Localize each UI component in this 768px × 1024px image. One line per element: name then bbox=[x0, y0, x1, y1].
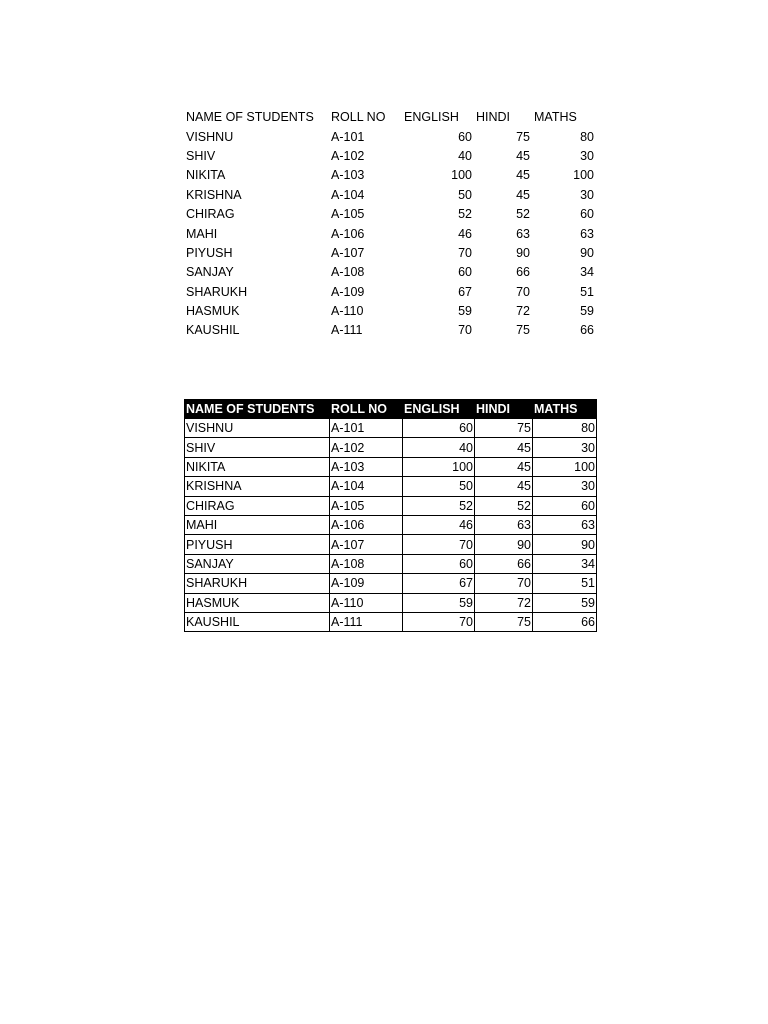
roll-no-cell: A-110 bbox=[330, 593, 403, 612]
table-row bbox=[185, 496, 597, 515]
table-row bbox=[185, 419, 597, 438]
table-row bbox=[184, 302, 596, 321]
roll-no-cell: A-109 bbox=[330, 574, 403, 593]
english-mark-cell: 52 bbox=[458, 207, 472, 222]
english-mark-cell: 70 bbox=[458, 245, 472, 260]
column-header-roll-no: ROLL NO bbox=[330, 400, 403, 419]
english-mark-cell: 59 bbox=[458, 304, 472, 319]
roll-no-cell: A-101 bbox=[330, 419, 403, 438]
table-row bbox=[185, 477, 597, 496]
table-row bbox=[184, 321, 596, 340]
hindi-mark-cell: 45 bbox=[475, 438, 533, 457]
student-name-cell: VISHNU bbox=[186, 129, 234, 144]
maths-mark-cell: 100 bbox=[573, 168, 594, 183]
maths-mark-cell: 63 bbox=[533, 515, 597, 534]
column-header-hindi: HINDI bbox=[475, 400, 533, 419]
roll-no-cell: A-107 bbox=[330, 535, 403, 554]
roll-no-cell: A-103 bbox=[331, 168, 365, 183]
table-row bbox=[184, 186, 596, 205]
student-name-cell: PIYUSH bbox=[185, 535, 330, 554]
roll-no-cell: A-106 bbox=[330, 515, 403, 534]
maths-mark-cell: 66 bbox=[580, 323, 594, 338]
column-header-maths: MATHS bbox=[533, 400, 597, 419]
hindi-mark-cell: 63 bbox=[475, 515, 533, 534]
column-header-english: ENGLISH bbox=[404, 110, 459, 125]
student-name-cell: SHIV bbox=[185, 438, 330, 457]
column-header-hindi: HINDI bbox=[476, 110, 511, 125]
student-name-cell: HASMUK bbox=[185, 593, 330, 612]
roll-no-cell: A-101 bbox=[331, 129, 365, 144]
hindi-mark-cell: 72 bbox=[475, 593, 533, 612]
student-name-cell: KAUSHIL bbox=[186, 323, 240, 338]
english-mark-cell: 59 bbox=[403, 593, 475, 612]
english-mark-cell: 50 bbox=[458, 187, 472, 202]
table-row bbox=[185, 612, 597, 631]
roll-no-cell: A-102 bbox=[331, 148, 365, 163]
table-row bbox=[184, 147, 596, 166]
table-row bbox=[184, 205, 596, 224]
maths-mark-cell: 100 bbox=[533, 457, 597, 476]
roll-no-cell: A-111 bbox=[330, 612, 403, 631]
hindi-mark-cell: 66 bbox=[475, 554, 533, 573]
maths-mark-cell: 80 bbox=[533, 419, 597, 438]
maths-mark-cell: 30 bbox=[580, 148, 594, 163]
maths-mark-cell: 59 bbox=[533, 593, 597, 612]
maths-mark-cell: 90 bbox=[533, 535, 597, 554]
roll-no-cell: A-106 bbox=[331, 226, 365, 241]
english-mark-cell: 67 bbox=[458, 284, 472, 299]
student-name-cell: NIKITA bbox=[186, 168, 226, 183]
student-name-cell: SANJAY bbox=[185, 554, 330, 573]
english-mark-cell: 100 bbox=[403, 457, 475, 476]
hindi-mark-cell: 75 bbox=[516, 129, 530, 144]
hindi-mark-cell: 45 bbox=[475, 457, 533, 476]
student-name-cell: MAHI bbox=[186, 226, 218, 241]
maths-mark-cell: 66 bbox=[533, 612, 597, 631]
maths-mark-cell: 30 bbox=[533, 438, 597, 457]
hindi-mark-cell: 75 bbox=[475, 612, 533, 631]
roll-no-cell: A-109 bbox=[331, 284, 365, 299]
maths-mark-cell: 51 bbox=[533, 574, 597, 593]
english-mark-cell: 60 bbox=[458, 265, 472, 280]
table-row bbox=[185, 574, 597, 593]
maths-mark-cell: 60 bbox=[533, 496, 597, 515]
table-row bbox=[184, 283, 596, 302]
table-row bbox=[185, 593, 597, 612]
english-mark-cell: 50 bbox=[403, 477, 475, 496]
student-name-cell: MAHI bbox=[185, 515, 330, 534]
student-name-cell: SHIV bbox=[186, 148, 216, 163]
table-row bbox=[184, 224, 596, 243]
table-row bbox=[185, 515, 597, 534]
student-name-cell: SHARUKH bbox=[186, 284, 248, 299]
table-header-row bbox=[184, 108, 596, 127]
maths-mark-cell: 90 bbox=[580, 245, 594, 260]
roll-no-cell: A-111 bbox=[331, 323, 363, 338]
table-header-row bbox=[185, 400, 597, 419]
student-name-cell: HASMUK bbox=[186, 304, 240, 319]
roll-no-cell: A-103 bbox=[330, 457, 403, 476]
hindi-mark-cell: 52 bbox=[475, 496, 533, 515]
student-name-cell: KAUSHIL bbox=[185, 612, 330, 631]
roll-no-cell: A-110 bbox=[331, 304, 364, 319]
english-mark-cell: 46 bbox=[458, 226, 472, 241]
student-name-cell: KRISHNA bbox=[185, 477, 330, 496]
roll-no-cell: A-105 bbox=[331, 207, 365, 222]
hindi-mark-cell: 75 bbox=[516, 323, 530, 338]
student-name-cell: NIKITA bbox=[185, 457, 330, 476]
hindi-mark-cell: 72 bbox=[516, 304, 530, 319]
english-mark-cell: 70 bbox=[458, 323, 472, 338]
roll-no-cell: A-104 bbox=[331, 187, 365, 202]
student-name-cell: CHIRAG bbox=[185, 496, 330, 515]
english-mark-cell: 52 bbox=[403, 496, 475, 515]
hindi-mark-cell: 70 bbox=[516, 284, 530, 299]
plain-marks-table bbox=[184, 108, 596, 341]
maths-mark-cell: 34 bbox=[533, 554, 597, 573]
hindi-mark-cell: 66 bbox=[516, 265, 530, 280]
hindi-mark-cell: 45 bbox=[516, 148, 530, 163]
english-mark-cell: 60 bbox=[458, 129, 472, 144]
english-mark-cell: 60 bbox=[403, 554, 475, 573]
roll-no-cell: A-108 bbox=[331, 265, 365, 280]
maths-mark-cell: 80 bbox=[580, 129, 594, 144]
roll-no-cell: A-108 bbox=[330, 554, 403, 573]
english-mark-cell: 40 bbox=[458, 148, 472, 163]
hindi-mark-cell: 90 bbox=[475, 535, 533, 554]
hindi-mark-cell: 45 bbox=[516, 187, 530, 202]
student-name-cell: CHIRAG bbox=[186, 207, 235, 222]
column-header-roll-no: ROLL NO bbox=[331, 110, 386, 125]
maths-mark-cell: 30 bbox=[580, 187, 594, 202]
column-header-name: NAME OF STUDENTS bbox=[185, 400, 330, 419]
maths-mark-cell: 63 bbox=[580, 226, 594, 241]
maths-mark-cell: 34 bbox=[580, 265, 594, 280]
hindi-mark-cell: 45 bbox=[516, 168, 530, 183]
column-header-maths: MATHS bbox=[534, 110, 577, 125]
table-row bbox=[185, 535, 597, 554]
table-row bbox=[185, 438, 597, 457]
bordered-marks-table bbox=[184, 399, 597, 632]
roll-no-cell: A-102 bbox=[330, 438, 403, 457]
student-name-cell: SHARUKH bbox=[185, 574, 330, 593]
maths-mark-cell: 51 bbox=[580, 284, 594, 299]
maths-mark-cell: 59 bbox=[580, 304, 594, 319]
english-mark-cell: 60 bbox=[403, 419, 475, 438]
maths-mark-cell: 60 bbox=[580, 207, 594, 222]
english-mark-cell: 46 bbox=[403, 515, 475, 534]
english-mark-cell: 70 bbox=[403, 535, 475, 554]
student-name-cell: KRISHNA bbox=[186, 187, 242, 202]
column-header-english: ENGLISH bbox=[403, 400, 475, 419]
hindi-mark-cell: 45 bbox=[475, 477, 533, 496]
table-row bbox=[184, 263, 596, 282]
student-name-cell: SANJAY bbox=[186, 265, 234, 280]
hindi-mark-cell: 70 bbox=[475, 574, 533, 593]
table-row bbox=[185, 554, 597, 573]
hindi-mark-cell: 75 bbox=[475, 419, 533, 438]
english-mark-cell: 40 bbox=[403, 438, 475, 457]
roll-no-cell: A-104 bbox=[330, 477, 403, 496]
maths-mark-cell: 30 bbox=[533, 477, 597, 496]
table-row bbox=[185, 457, 597, 476]
english-mark-cell: 67 bbox=[403, 574, 475, 593]
english-mark-cell: 100 bbox=[451, 168, 472, 183]
table-row bbox=[184, 166, 596, 185]
column-header-name: NAME OF STUDENTS bbox=[186, 110, 314, 125]
table-row bbox=[184, 244, 596, 263]
table-row bbox=[184, 127, 596, 146]
student-name-cell: VISHNU bbox=[185, 419, 330, 438]
hindi-mark-cell: 90 bbox=[516, 245, 530, 260]
hindi-mark-cell: 52 bbox=[516, 207, 530, 222]
roll-no-cell: A-105 bbox=[330, 496, 403, 515]
student-name-cell: PIYUSH bbox=[186, 245, 233, 260]
hindi-mark-cell: 63 bbox=[516, 226, 530, 241]
roll-no-cell: A-107 bbox=[331, 245, 365, 260]
english-mark-cell: 70 bbox=[403, 612, 475, 631]
